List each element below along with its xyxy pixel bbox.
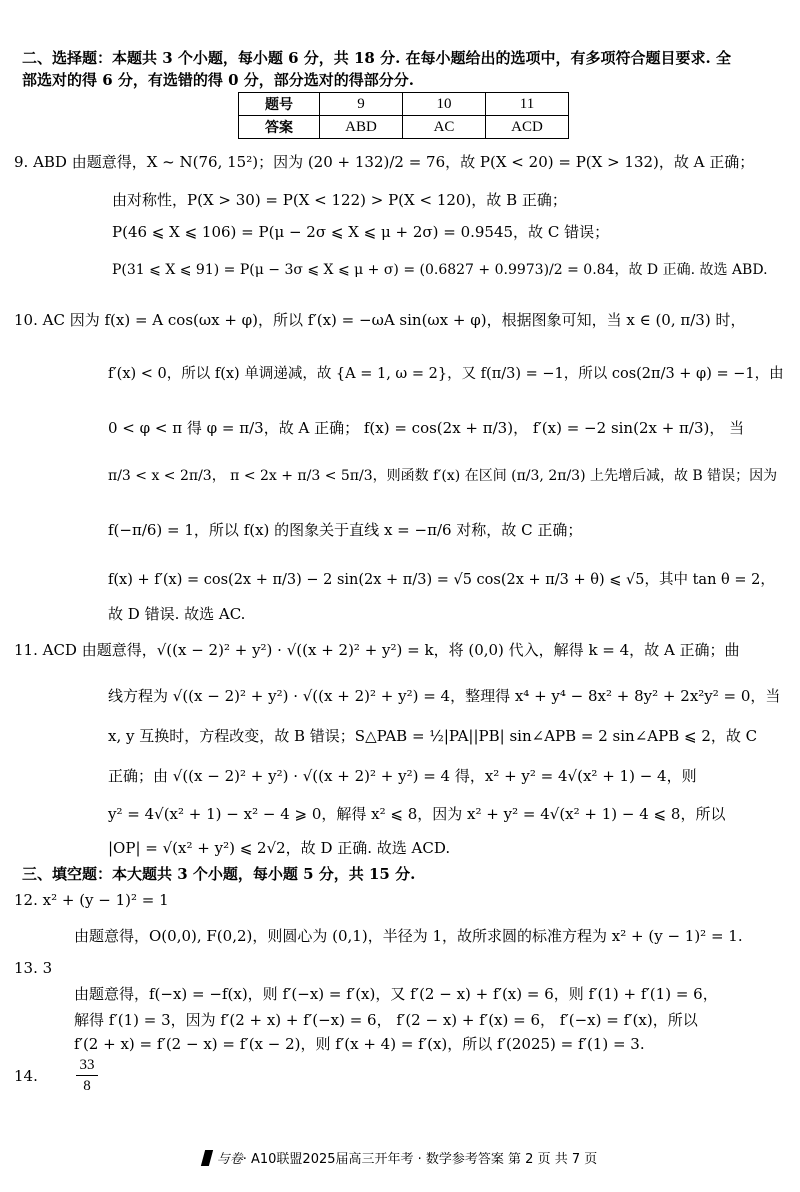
q10-line-4: π/3 < x < 2π/3， π < 2x + π/3 < 5π/3，则函数 f′(x) 在区间 (π/3, 2π/3) 上先增后减，故 B 错误；因为 [108, 468, 778, 484]
section3-heading: 三、填空题：本大题共 3 个小题，每小题 5 分，共 15 分. [22, 865, 416, 883]
q10-line-2: f′(x) < 0，所以 f(x) 单调递减，故 {A = 1, ω = 2}，又 f(π/3) = −1，所以 cos(2π/3 + φ) = −1，由 [108, 366, 784, 382]
q9-line-3: P(46 ⩽ X ⩽ 106) = P(μ − 2σ ⩽ X ⩽ μ + 2σ) = 0.9545，故 C 错误； [112, 223, 610, 241]
q13-line-4: f′(2 + x) = f′(2 − x) = f′(x − 2)，则 f′(x + 4) = f′(x)，所以 f′(2025) = f′(1) = 3. [74, 1035, 645, 1053]
q11-line-1: 11. ACD 由题意得，√((x − 2)² + y²) · √((x + 2)² + y²) = k，将 (0,0) 代入，解得 k = 4，故 A 正确；曲 [14, 641, 740, 659]
q11-line-6: |OP| = √(x² + y²) ⩽ 2√2，故 D 正确. 故选 ACD. [108, 839, 451, 857]
table-row [239, 93, 569, 116]
q10-line-3: 0 < φ < π 得 φ = π/3，故 A 正确； f(x) = cos(2x + π/3)， f′(x) = −2 sin(2x + π/3)， 当 [108, 419, 745, 437]
table-cell: 10 [403, 93, 486, 116]
section2-heading-cont: 部选对的得 6 分，有选错的得 0 分，部分选对的得部分分. [22, 71, 414, 89]
q13-line-2: 由题意得，f(−x) = −f(x)，则 f′(−x) = f′(x)，又 f′(2 − x) + f′(x) = 6，则 f′(1) + f′(1) = 6， [74, 985, 718, 1003]
q14-label: 14. [14, 1067, 38, 1085]
q12-line-2: 由题意得，O(0,0), F(0,2)，则圆心为 (0,1)，半径为 1，故所求圆的标准方程为 x² + (y − 1)² = 1. [74, 927, 743, 945]
q11-line-5: y² = 4√(x² + 1) − x² − 4 ⩾ 0，解得 x² ⩽ 8，因为 x² + y² = 4√(x² + 1) − 4 ⩽ 8，所以 [108, 805, 726, 823]
table-cell: ABD [320, 116, 403, 139]
q9-line-1: 9. ABD 由题意得，X ~ N(76, 15²)；因为 (20 + 132)/2 = 76，故 P(X < 20) = P(X > 132)，故 A 正确； [14, 153, 755, 171]
table-row [239, 116, 569, 139]
row-label-number: 题号 [239, 93, 320, 116]
q14-numerator: 33 [79, 1057, 95, 1073]
q10-line-6: f(x) + f′(x) = cos(2x + π/3) − 2 sin(2x + π/3) = √5 cos(2x + π/3 + θ) ⩽ √5，其中 tan θ = 2， [108, 572, 775, 588]
q11-line-4: 正确；由 √((x − 2)² + y²) · √((x + 2)² + y²) = 4 得，x² + y² = 4√(x² + 1) − 4，则 [108, 767, 697, 785]
q14-fraction [72, 1056, 102, 1095]
q12-answer: 12. x² + (y − 1)² = 1 [14, 891, 169, 909]
row-label-answer: 答案 [239, 116, 320, 139]
q9-line-2: 由对称性，P(X > 30) = P(X < 122) > P(X < 120)，故 B 正确； [112, 191, 567, 209]
q13-answer: 13. 3 [14, 959, 53, 977]
page-footer [0, 1150, 800, 1170]
footer-logo-text: 与卷 [216, 1152, 243, 1167]
table-cell: 11 [486, 93, 569, 116]
q11-line-2: 线方程为 √((x − 2)² + y²) · √((x + 2)² + y²) = 4，整理得 x⁴ + y⁴ − 8x² + 8y² + 2x²y² = 0，当 [108, 687, 781, 705]
q10-line-7: 故 D 错误. 故选 AC. [108, 605, 246, 623]
q10-line-5: f(−π/6) = 1，所以 f(x) 的图象关于直线 x = −π/6 对称，故 C 正确； [108, 521, 583, 539]
table-cell: AC [403, 116, 486, 139]
q9-line-4: P(31 ⩽ X ⩽ 91) = P(μ − 3σ ⩽ X ⩽ μ + σ) = (0.6827 + 0.9973)/2 = 0.84，故 D 正确. 故选 ABD. [112, 262, 768, 278]
q10-line-1: 10. AC 因为 f(x) = A cos(ωx + φ)，所以 f′(x) = −ωA sin(ωx + φ)，根据图象可知，当 x ∈ (0, π/3) 时， [14, 311, 746, 329]
fraction-bar [76, 1075, 98, 1076]
table-cell: 9 [320, 93, 403, 116]
q11-line-3: x, y 互换时，方程改变，故 B 错误；S△PAB = ½|PA||PB| sin∠APB = 2 sin∠APB ⩽ 2，故 C [108, 727, 758, 745]
logo-icon [201, 1150, 213, 1166]
q14-denominator: 8 [83, 1078, 91, 1094]
footer-text: · A10联盟2025届高三开年考 · 数学参考答案 第 2 页 共 7 页 [242, 1152, 598, 1167]
section2-heading: 二、选择题：本题共 3 个小题，每小题 6 分，共 18 分. 在每小题给出的选项中，有多项符合题目要求. 全 [22, 49, 731, 67]
table-cell: ACD [486, 116, 569, 139]
q13-line-3: 解得 f′(1) = 3，因为 f′(2 + x) + f′(−x) = 6， f′(2 − x) + f′(x) = 6， f′(−x) = f′(x)，所以 [74, 1011, 698, 1029]
answer-table [238, 92, 569, 139]
